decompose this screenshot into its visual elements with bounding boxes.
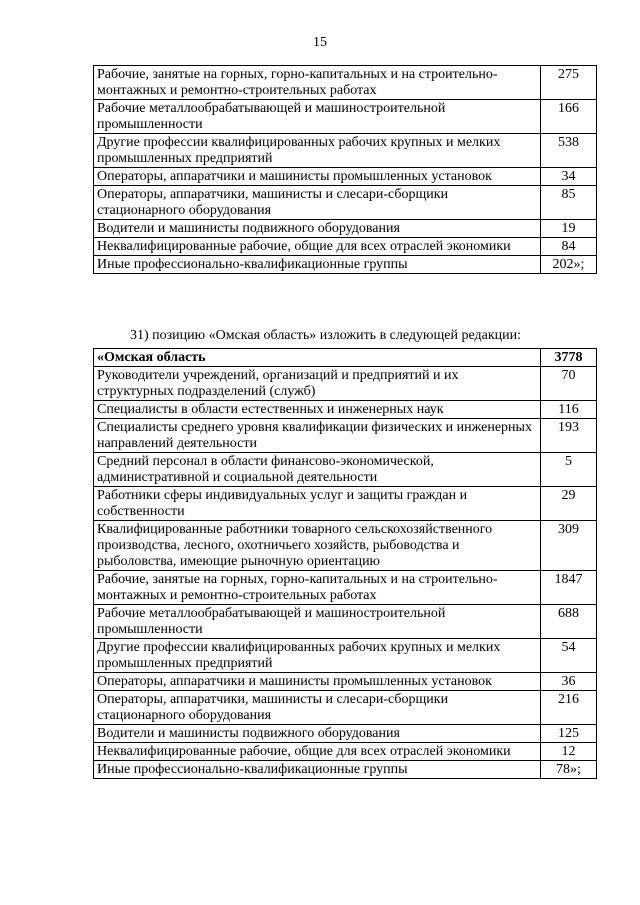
- occupation-group-value: 34: [541, 168, 597, 186]
- occupation-group-name: Руководители учреждений, организаций и предприятий и их структурных подразделений (служб): [94, 367, 541, 401]
- table-row: [94, 725, 597, 743]
- occupation-group-name: Неквалифицированные рабочие, общие для всех отраслей экономики: [94, 238, 541, 256]
- occupation-group-value: 70: [541, 367, 597, 401]
- occupation-group-value: 36: [541, 673, 597, 691]
- occupation-group-value: 116: [541, 401, 597, 419]
- occupation-group-name: Иные профессионально-квалификационные группы: [94, 761, 541, 779]
- occupation-group-name: Средний персонал в области финансово-экономической, административной и социальной деятельности: [94, 453, 541, 487]
- occupation-group-name: Рабочие, занятые на горных, горно-капитальных и на строительно-монтажных и ремонтно-строительных работах: [94, 571, 541, 605]
- region-name: «Омская область: [94, 349, 541, 367]
- table-row: [94, 256, 597, 274]
- table-row: [94, 186, 597, 220]
- occupation-group-name: Водители и машинисты подвижного оборудования: [94, 725, 541, 743]
- occupation-group-value: 166: [541, 100, 597, 134]
- occupation-group-value: 85: [541, 186, 597, 220]
- table-row: [94, 571, 597, 605]
- table-row: [94, 168, 597, 186]
- occupation-group-value: 538: [541, 134, 597, 168]
- occupation-group-value: 275: [541, 66, 597, 100]
- occupation-group-value: 54: [541, 639, 597, 673]
- table-row: [94, 238, 597, 256]
- occupation-group-name: Иные профессионально-квалификационные группы: [94, 256, 541, 274]
- occupation-group-name: Неквалифицированные рабочие, общие для всех отраслей экономики: [94, 743, 541, 761]
- table-row: [94, 401, 597, 419]
- page-number: 15: [313, 35, 327, 50]
- table-row: [94, 605, 597, 639]
- occupation-group-name: Квалифицированные работники товарного сельскохозяйственного производства, лесного, охотничьего хозяйств, рыбоводства и рыболовства, имеющие рыночную ориентацию: [94, 521, 541, 571]
- occupation-group-name: Водители и машинисты подвижного оборудования: [94, 220, 541, 238]
- table2-body: [94, 349, 597, 779]
- table-row: [94, 453, 597, 487]
- table-header-row: [94, 349, 597, 367]
- table-row: [94, 673, 597, 691]
- occupation-group-name: Другие профессии квалифицированных рабочих крупных и мелких промышленных предприятий: [94, 134, 541, 168]
- table-row: [94, 367, 597, 401]
- omsk-region-table: [93, 348, 597, 779]
- occupation-group-value: 193: [541, 419, 597, 453]
- occupation-group-name: Работники сферы индивидуальных услуг и защиты граждан и собственности: [94, 487, 541, 521]
- occupation-group-value: 19: [541, 220, 597, 238]
- occupation-group-value: 1847: [541, 571, 597, 605]
- table-row: [94, 639, 597, 673]
- occupation-group-name: Рабочие, занятые на горных, горно-капитальных и на строительно-монтажных и ремонтно-строительных работах: [94, 66, 541, 100]
- table-row: [94, 134, 597, 168]
- occupation-group-value: 12: [541, 743, 597, 761]
- occupation-group-value: 309: [541, 521, 597, 571]
- occupation-group-value: 202»;: [541, 256, 597, 274]
- occupation-group-name: Операторы, аппаратчики, машинисты и слесари-сборщики стационарного оборудования: [94, 186, 541, 220]
- occupation-group-name: Операторы, аппаратчики, машинисты и слесари-сборщики стационарного оборудования: [94, 691, 541, 725]
- occupation-group-name: Рабочие металлообрабатывающей и машиностроительной промышленности: [94, 605, 541, 639]
- occupation-group-name: Другие профессии квалифицированных рабочих крупных и мелких промышленных предприятий: [94, 639, 541, 673]
- table-row: [94, 761, 597, 779]
- occupation-group-name: Операторы, аппаратчики и машинисты промышленных установок: [94, 673, 541, 691]
- table-row: [94, 419, 597, 453]
- occupation-group-value: 78»;: [541, 761, 597, 779]
- table1-body: [94, 66, 597, 274]
- amendment-instruction: 31) позицию «Омская область» изложить в следующей редакции:: [130, 328, 522, 343]
- table-row: [94, 66, 597, 100]
- table-row: [94, 487, 597, 521]
- occupation-group-value: 125: [541, 725, 597, 743]
- region-total: 3778: [541, 349, 597, 367]
- occupation-group-name: Специалисты среднего уровня квалификации физических и инженерных направлений деятельности: [94, 419, 541, 453]
- occupation-group-value: 688: [541, 605, 597, 639]
- occupation-group-value: 84: [541, 238, 597, 256]
- table-row: [94, 691, 597, 725]
- occupation-group-value: 5: [541, 453, 597, 487]
- table-row: [94, 743, 597, 761]
- occupation-group-name: Операторы, аппаратчики и машинисты промышленных установок: [94, 168, 541, 186]
- occupation-group-value: 29: [541, 487, 597, 521]
- table-row: [94, 100, 597, 134]
- table-row: [94, 521, 597, 571]
- table-row: [94, 220, 597, 238]
- occupation-group-value: 216: [541, 691, 597, 725]
- occupation-table-continued: [93, 65, 597, 274]
- occupation-group-name: Рабочие металлообрабатывающей и машиностроительной промышленности: [94, 100, 541, 134]
- occupation-group-name: Специалисты в области естественных и инженерных наук: [94, 401, 541, 419]
